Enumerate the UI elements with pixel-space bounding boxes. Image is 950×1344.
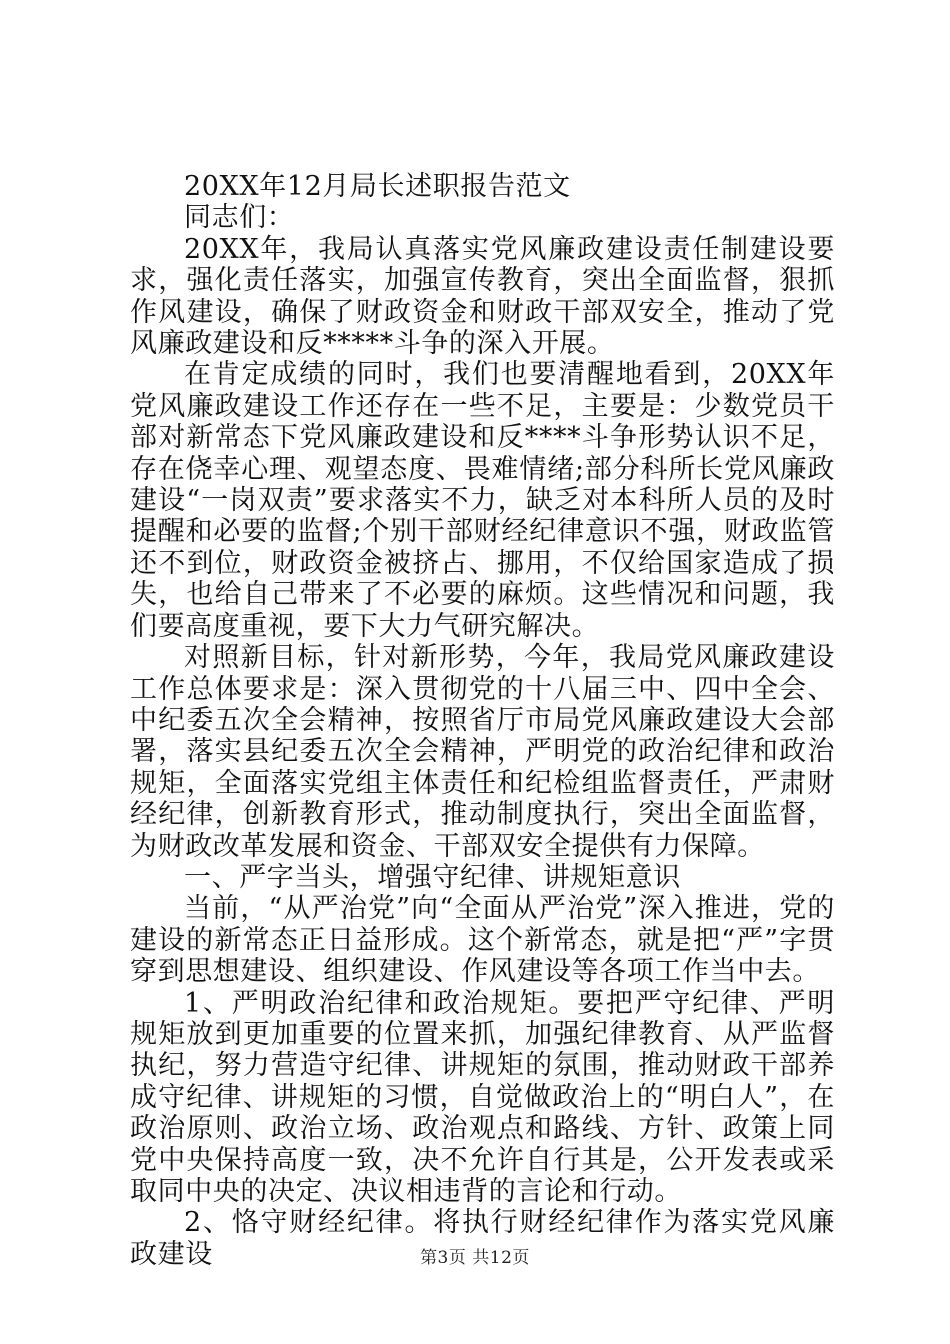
document-title: 20XX年12月局长述职报告范文 — [184, 171, 571, 202]
paragraph-6: 2、恪守财经纪律。将执行财经纪律作为落实党风廉政建设 — [130, 1207, 835, 1270]
section-heading-1: 一、严字当头，增强守纪律、讲规矩意识 — [184, 861, 681, 893]
paragraph-4: 当前，“从严治党”向“全面从严治党”深入推进，党的建设的新常态正日益形成。这个新常态，就是把“严”字贯穿到思想建设、组织建设、作风建设等各项工作当中去。 — [130, 893, 835, 988]
salutation: 同志们： — [184, 202, 295, 234]
paragraph-5: 1、严明政治纪律和政治规矩。要把严守纪律、严明规矩放到更加重要的位置来抓，加强纪律教育、从严监督执纪，努力营造守纪律、讲规矩的氛围，推动财政干部养成守纪律、讲规矩的习惯，自觉做政治上的“明白人”，在政治原则、政治立场、政治观点和路线、方针、政策上同党中央保持高度一致，决不允许自行其是，公开发表或采取同中央的决定、决议相违背的言论和行动。 — [130, 987, 835, 1207]
paragraph-1: 20XX年，我局认真落实党风廉政建设责任制建设要求，强化责任落实，加强宣传教育，突出全面监督，狠抓作风建设，确保了财政资金和财政干部双安全，推动了党风廉政建设和反*****斗争的深入开展。 — [130, 233, 835, 360]
document-body — [130, 171, 835, 1270]
paragraph-2: 在肯定成绩的同时，我们也要清醒地看到，20XX年党风廉政建设工作还存在一些不足，主要是：少数党员干部对新常态下党风廉政建设和反****斗争形势认识不足，存在侥幸心理、观望态度、畏难情绪;部分科所长党风廉政建设“一岗双责”要求落实不力，缺乏对本科所人员的及时提醒和必要的监督;个别干部财经纪律意识不强，财政监管还不到位，财政资金被挤占、挪用，不仅给国家造成了损失，也给自己带来了不必要的麻烦。这些情况和问题，我们要高度重视，要下大力气研究解决。 — [130, 359, 835, 642]
paragraph-3: 对照新目标，针对新形势，今年，我局党风廉政建设工作总体要求是：深入贯彻党的十八届三中、四中全会、中纪委五次全会精神，按照省厅市局党风廉政建设大会部署，落实县纪委五次全会精神，严明党的政治纪律和政治规矩，全面落实党组主体责任和纪检组监督责任，严肃财经纪律，创新教育形式，推动制度执行，突出全面监督，为财政改革发展和资金、干部双安全提供有力保障。 — [130, 642, 835, 862]
page-number-footer: 第3页 共12页 — [420, 1248, 530, 1268]
